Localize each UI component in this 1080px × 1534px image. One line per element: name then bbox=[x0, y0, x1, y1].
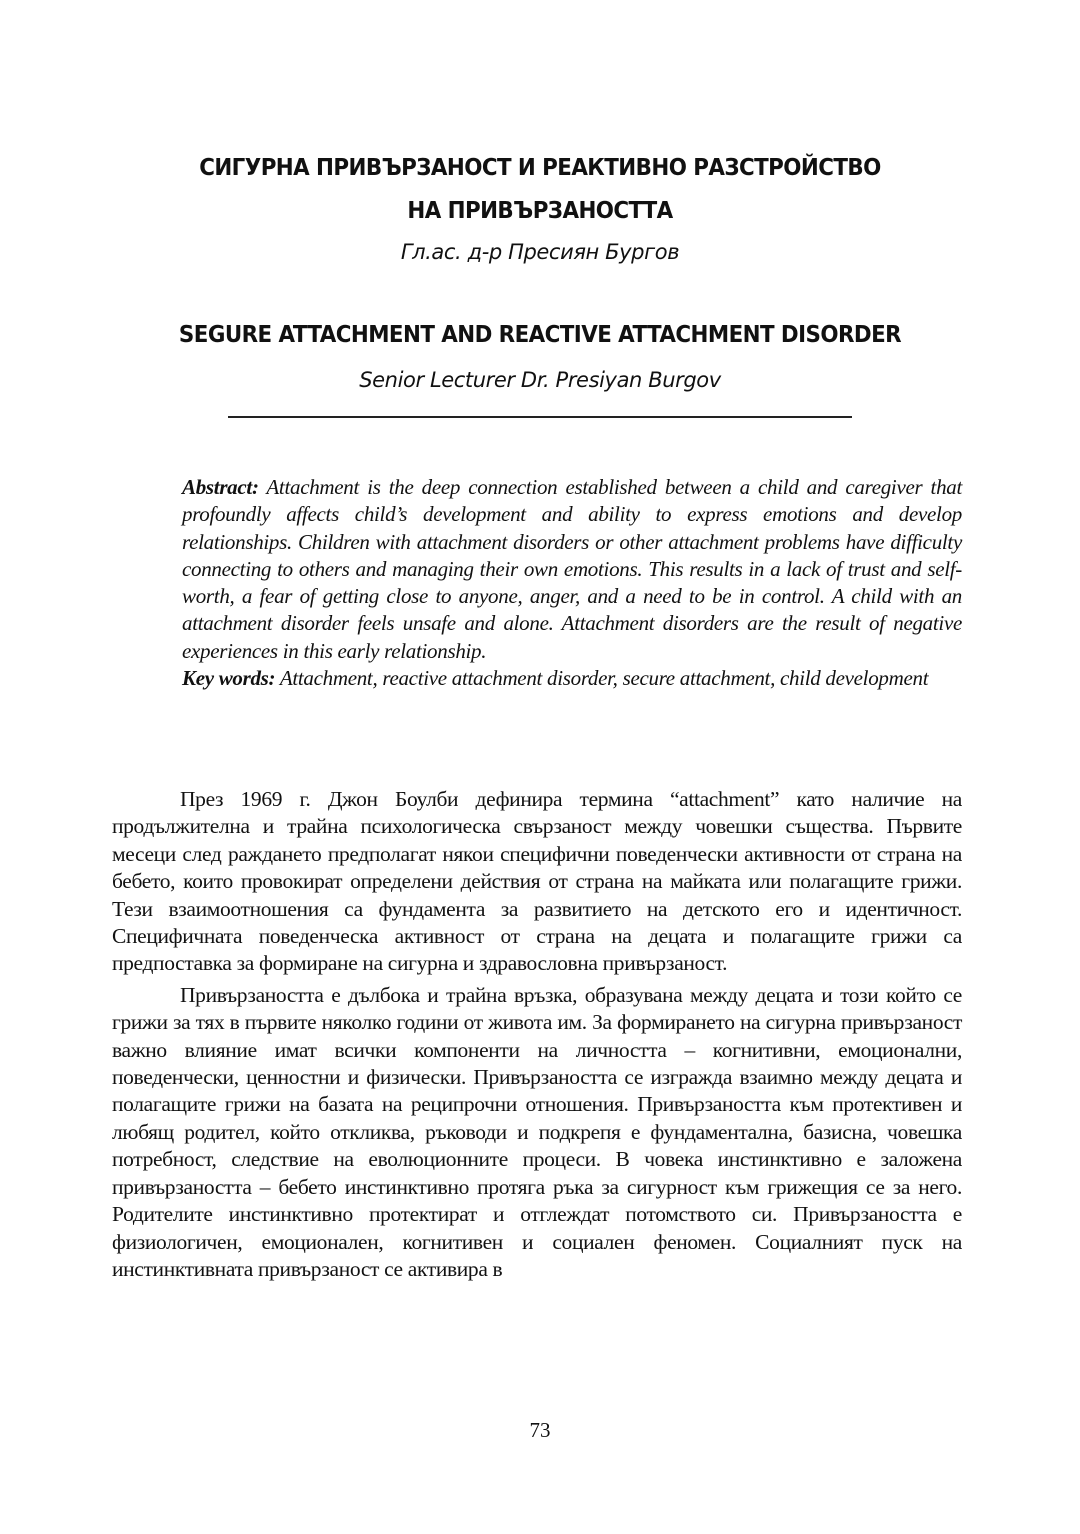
keywords-label: Key words: bbox=[182, 666, 276, 691]
keywords-paragraph bbox=[182, 665, 962, 692]
separator-rule bbox=[228, 416, 852, 418]
author-bg: Гл.ас. д-р Пресиян Бургов bbox=[400, 240, 680, 264]
body-text bbox=[112, 786, 962, 1287]
abstract-text: Attachment is the deep connection established between a child and caregiver that profoundly affects child’s development and ability to express emotions and develop relationships. Children with attachment disorders or other attachment problems have difficulty connecting to others and managing their own emotions. This results in a lack of trust and self-worth, a fear of getting close to anyone, anger, and a need to be in control. A child with an attachment disorder feels unsafe and alone. Attachment disorders are the result of negative experiences in this early relationship. bbox=[182, 475, 962, 663]
page-number: 73 bbox=[529, 1418, 551, 1442]
title-bg-line1: СИГУРНА ПРИВЪРЗАНОСТ И РЕАКТИВНО РАЗСТРОЙСТВО bbox=[199, 155, 881, 181]
title-en: SEGURE ATTACHMENT AND REACTIVE ATTACHMENT DISORDER bbox=[178, 322, 902, 348]
abstract-block bbox=[182, 474, 962, 692]
author-en: Senior Lecturer Dr. Presiyan Burgov bbox=[359, 368, 721, 392]
body-paragraph: Привързаността е дълбока и трайна връзка, образувана между децата и този който се грижи за тях в първите няколко години от живота им. За формирането на сигурна привързаност важно влияние имат всички компоненти на личността – когнитивни, емоционални, поведенчески, ценностни и физически. Привързаността се изгражда взаимно между децата и полагащите грижи на базата на реципрочни отношения. Привързаността към протективен и любящ родител, който откликва, ръководи и подкрепя е фундаментална, базисна, човешка потребност, следствие на еволюционните процеси. В човека инстинктивно е заложена привързаността – бебето инстинктивно протяга ръка за сигурност към грижещия се за него. Родителите инстинктивно протектират и отглеждат потомството си. Привързаността е физиологичен, емоционален, когнитивен и социален феномен. Социалният пуск на инстинктивната привързаност се активира в bbox=[112, 982, 962, 1281]
abstract-label: Abstract: bbox=[182, 475, 259, 499]
keywords-text: Attachment, reactive attachment disorder, secure attachment, child development bbox=[275, 666, 929, 691]
title-bg-line2: НА ПРИВЪРЗАНОСТТА bbox=[407, 198, 673, 224]
body-paragraph: През 1969 г. Джон Боулби дефинира термина “attachment” като наличие на продължителна и трайна психологическа свързаност между човешки същества. Първите месеци след раждането предполагат някои специфични поведенчески активности от страна на бебето, които провокират определени действия от страна на майката или полагащите грижи. Тези взаимоотношения са фундамента за развитието на детското его и идентичност. Специфичната поведенческа активност от страна на децата и полагащите грижи са предпоставка за формиране на сигурна и здравословна привързаност. bbox=[112, 787, 962, 976]
abstract-paragraph bbox=[182, 474, 962, 665]
